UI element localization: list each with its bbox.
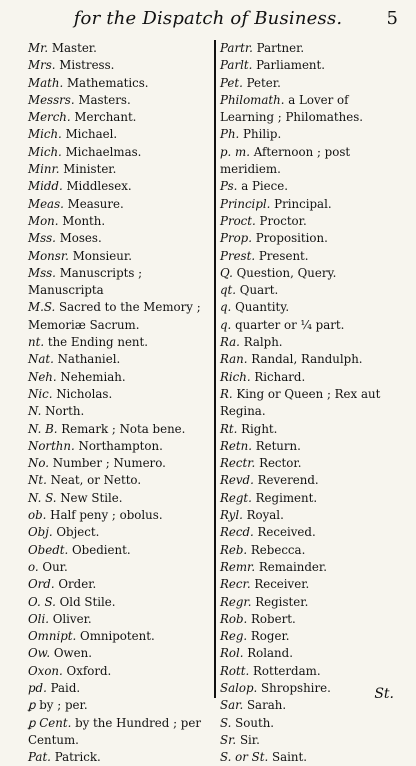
abbreviation-entry (28, 109, 212, 126)
abbreviation-term: Meas. (28, 196, 64, 211)
abbreviation-meaning: Quantity. (235, 300, 290, 315)
abbreviation-meaning: Northampton. (78, 438, 163, 453)
abbreviation-term: ꝑ Cent. (28, 715, 72, 730)
abbreviation-term: Ord. (28, 577, 55, 592)
abbreviation-entry (28, 611, 212, 628)
abbreviation-term: Reb. (220, 542, 248, 557)
running-title: for the Dispatch of Business. (73, 8, 343, 29)
abbreviation-meaning: Michael. (65, 127, 118, 142)
abbreviation-entry (28, 144, 212, 161)
abbreviation-entry (220, 75, 406, 92)
abbreviation-term: Nat. (28, 352, 54, 367)
abbreviation-term: Rich. (220, 369, 251, 384)
abbreviation-meaning: Monsieur. (72, 248, 132, 263)
abbreviation-term: Mich. (28, 127, 62, 142)
abbreviation-term: Mich. (28, 144, 62, 159)
abbreviation-term: Pat. (28, 750, 51, 765)
abbreviation-meaning: Parliament. (256, 58, 326, 73)
abbreviation-term: Prest. (220, 248, 256, 263)
abbreviation-term: O. S. (28, 594, 56, 609)
abbreviation-term: S. (220, 715, 232, 730)
abbreviation-entry (28, 126, 212, 143)
left-column (28, 40, 212, 766)
page-number: 5 (386, 8, 398, 29)
abbreviation-term: Omnipt. (28, 629, 77, 644)
abbreviation-term: N. B. (28, 421, 58, 436)
abbreviation-meaning: South. (235, 715, 275, 730)
abbreviation-meaning: Reverend. (257, 473, 319, 488)
abbreviation-term: Sar. (220, 698, 244, 713)
abbreviation-entry (220, 369, 406, 386)
abbreviation-entry (220, 92, 406, 127)
abbreviation-meaning: Manuscripts ; Manuscripta (28, 265, 143, 298)
abbreviation-term: Revd. (220, 473, 254, 488)
abbreviation-meaning: Rotterdam. (252, 663, 321, 678)
abbreviation-entry (28, 594, 212, 611)
abbreviation-term: p. m. (220, 144, 250, 159)
abbreviation-term: Partr. (220, 41, 253, 55)
abbreviation-term: Northn. (28, 438, 75, 453)
abbreviation-entry (220, 351, 406, 368)
abbreviation-entry (220, 317, 406, 334)
abbreviation-meaning: Order. (58, 577, 97, 592)
abbreviation-meaning: Royal. (246, 508, 284, 523)
abbreviation-meaning: Richard. (254, 369, 306, 384)
abbreviation-term: N. S. (28, 490, 57, 505)
abbreviation-term: Q. (220, 265, 233, 280)
abbreviation-entry (28, 542, 212, 559)
abbreviation-entry (220, 472, 406, 489)
abbreviation-meaning: Nathaniel. (57, 352, 121, 367)
abbreviation-meaning: the Ending nent. (47, 335, 149, 350)
abbreviation-meaning: Patrick. (54, 750, 101, 765)
abbreviation-meaning: Obedient. (72, 542, 131, 557)
abbreviation-term: nt. (28, 335, 45, 350)
abbreviation-term: Mss. (28, 231, 56, 246)
abbreviation-entry (220, 144, 406, 179)
abbreviation-entry (220, 455, 406, 472)
abbreviation-meaning: Shropshire. (261, 680, 331, 695)
abbreviation-meaning: Rebecca. (250, 542, 306, 557)
abbreviation-meaning: Month. (62, 213, 106, 228)
abbreviation-term: Nic. (28, 386, 53, 401)
abbreviation-meaning: Philip. (243, 127, 282, 142)
abbreviation-term: Sr. (220, 732, 237, 747)
abbreviation-meaning: Nehemiah. (60, 369, 126, 384)
abbreviation-meaning: Principal. (274, 196, 332, 211)
abbreviation-entry (28, 749, 212, 766)
abbreviation-entry (220, 576, 406, 593)
abbreviation-term: Oxon. (28, 663, 63, 678)
abbreviation-meaning: Return. (255, 438, 301, 453)
abbreviation-term: Minr. (28, 162, 60, 177)
abbreviation-term: Math. (28, 75, 64, 90)
abbreviation-term: pd. (28, 680, 47, 695)
abbreviation-entry (28, 490, 212, 507)
abbreviation-meaning: by ; per. (39, 698, 88, 713)
abbreviation-entry (28, 230, 212, 247)
abbreviation-term: Nt. (28, 473, 47, 488)
abbreviation-entry (28, 248, 212, 265)
abbreviation-meaning: Regiment. (255, 490, 318, 505)
abbreviation-meaning: Middlesex. (66, 179, 132, 194)
abbreviation-meaning: Owen. (53, 646, 92, 661)
abbreviation-meaning: Partner. (256, 41, 305, 55)
abbreviation-meaning: a Piece. (241, 179, 289, 194)
abbreviation-entry (220, 490, 406, 507)
abbreviation-meaning: Sarah. (246, 698, 287, 713)
abbreviation-entry (28, 213, 212, 230)
abbreviation-meaning: Minister. (63, 162, 117, 177)
abbreviation-term: Rt. (220, 421, 238, 436)
abbreviation-term: q. (220, 300, 232, 315)
abbreviation-term: qt. (220, 283, 237, 298)
catchword: St. (374, 686, 394, 702)
abbreviation-meaning: Proposition. (255, 231, 328, 246)
abbreviation-meaning: Half peny ; obolus. (50, 508, 163, 523)
abbreviation-term: ꝑ (28, 698, 36, 713)
abbreviation-meaning: Omnipotent. (80, 629, 155, 644)
abbreviation-term: M.S. (28, 300, 56, 315)
abbreviation-meaning: Moses. (59, 231, 102, 246)
abbreviation-entry (220, 611, 406, 628)
abbreviation-term: Recr. (220, 577, 251, 592)
abbreviation-entry (220, 299, 406, 316)
abbreviation-entry (220, 265, 406, 282)
abbreviation-term: Midd. (28, 179, 63, 194)
abbreviation-term: S. or St. (220, 750, 269, 765)
abbreviation-meaning: Receiver. (254, 577, 310, 592)
abbreviation-entry (28, 386, 212, 403)
abbreviation-meaning: Nicholas. (56, 386, 113, 401)
abbreviation-meaning: Remark ; Nota bene. (61, 421, 186, 436)
abbreviation-term: Ow. (28, 646, 51, 661)
abbreviation-entry (28, 75, 212, 92)
abbreviation-meaning: Sir. (239, 732, 260, 747)
abbreviation-meaning: quarter or ¼ part. (235, 317, 345, 332)
abbreviation-entry (220, 230, 406, 247)
abbreviation-meaning: Rector. (259, 456, 302, 471)
abbreviation-term: ob. (28, 508, 47, 523)
abbreviation-term: Retn. (220, 438, 252, 453)
abbreviation-entry (220, 749, 406, 766)
abbreviation-meaning: Robert. (251, 611, 296, 626)
abbreviation-term: Ps. (220, 179, 238, 194)
abbreviation-entry (220, 715, 406, 732)
abbreviation-meaning: Proctor. (259, 213, 307, 228)
abbreviation-entry (220, 663, 406, 680)
abbreviation-term: Principl. (220, 196, 271, 211)
abbreviation-entry (28, 403, 212, 420)
abbreviation-meaning: Peter. (246, 75, 281, 90)
abbreviation-entry (220, 645, 406, 662)
abbreviation-term: Rectr. (220, 456, 256, 471)
abbreviation-meaning: Masters. (78, 92, 131, 107)
abbreviation-entry (220, 282, 406, 299)
abbreviation-entry (220, 559, 406, 576)
abbreviation-meaning: a Lover of Learning ; Philomathes. (220, 92, 364, 125)
abbreviation-meaning: Quart. (239, 283, 279, 298)
abbreviation-entry (220, 421, 406, 438)
abbreviation-term: Regr. (220, 594, 252, 609)
abbreviation-meaning: King or Queen ; Rex aut Regina. (220, 386, 381, 419)
abbreviation-entry (220, 438, 406, 455)
abbreviation-term: Ryl. (220, 508, 243, 523)
abbreviation-term: Rol. (220, 646, 244, 661)
abbreviation-term: Philomath. (220, 92, 285, 107)
abbreviation-meaning: Old Stile. (59, 594, 116, 609)
abbreviation-term: Neh. (28, 369, 57, 384)
abbreviation-entry (220, 126, 406, 143)
abbreviation-meaning: Randal, Randulph. (251, 352, 363, 367)
abbreviation-entry (220, 524, 406, 541)
abbreviation-entry (28, 196, 212, 213)
abbreviation-entry (28, 576, 212, 593)
abbreviation-term: No. (28, 456, 49, 471)
abbreviation-entry (220, 628, 406, 645)
abbreviation-meaning: Received. (257, 525, 316, 540)
abbreviation-entry (220, 507, 406, 524)
abbreviation-entry (28, 369, 212, 386)
abbreviation-meaning: Neat, or Netto. (50, 473, 142, 488)
abbreviation-term: Messrs. (28, 92, 75, 107)
abbreviation-meaning: North. (45, 404, 85, 419)
abbreviation-meaning: Register. (255, 594, 309, 609)
abbreviation-term: Mrs. (28, 58, 56, 73)
abbreviation-term: Merch. (28, 110, 71, 125)
abbreviation-entry (220, 334, 406, 351)
abbreviation-entry (220, 386, 406, 421)
abbreviation-meaning: Roland. (247, 646, 293, 661)
abbreviation-meaning: Our. (42, 559, 68, 574)
abbreviation-term: N. (28, 404, 42, 419)
abbreviation-entry (28, 628, 212, 645)
abbreviation-meaning: Saint. (271, 750, 307, 765)
abbreviation-term: Mon. (28, 213, 59, 228)
abbreviation-entry (28, 680, 212, 697)
abbreviation-entry (28, 351, 212, 368)
abbreviation-entry (28, 507, 212, 524)
abbreviation-term: R. (220, 386, 233, 401)
abbreviation-entry (28, 663, 212, 680)
abbreviation-term: Mr. (28, 41, 49, 55)
abbreviation-meaning: Sacred to the Memory ; Memoriæ Sacrum. (28, 300, 201, 332)
abbreviation-entry (220, 213, 406, 230)
column-divider (214, 40, 216, 698)
abbreviation-entry (28, 455, 212, 472)
abbreviation-term: Monsr. (28, 248, 69, 263)
abbreviation-entry (28, 559, 212, 576)
abbreviation-term: Recd. (220, 525, 254, 540)
abbreviation-entry (28, 299, 212, 334)
abbreviation-entry (220, 40, 406, 57)
abbreviation-entry (28, 40, 212, 57)
abbreviation-term: Rob. (220, 611, 248, 626)
abbreviation-meaning: Paid. (50, 680, 81, 695)
abbreviation-meaning: Remainder. (258, 559, 327, 574)
abbreviation-entry (28, 472, 212, 489)
abbreviation-entry (220, 178, 406, 195)
abbreviation-entry (28, 697, 212, 714)
abbreviation-term: Oli. (28, 611, 49, 626)
abbreviation-meaning: Right. (241, 421, 278, 436)
abbreviation-term: o. (28, 559, 39, 574)
abbreviation-meaning: by the Hundred ; per Centum. (28, 715, 201, 747)
abbreviation-term: Obj. (28, 525, 53, 540)
right-column (220, 40, 406, 766)
abbreviation-entry (28, 524, 212, 541)
abbreviation-meaning: New Stile. (60, 490, 123, 505)
abbreviation-term: Proct. (220, 213, 256, 228)
abbreviation-entry (220, 542, 406, 559)
abbreviation-meaning: Oliver. (52, 611, 92, 626)
abbreviation-meaning: Master. (51, 41, 97, 55)
abbreviation-meaning: Mistress. (59, 58, 115, 73)
abbreviation-entry (28, 645, 212, 662)
running-head (0, 0, 416, 40)
abbreviation-meaning: Ralph. (243, 335, 283, 350)
abbreviation-term: Parlt. (220, 58, 253, 73)
abbreviation-meaning: Mathematics. (66, 75, 149, 90)
abbreviation-entry (28, 178, 212, 195)
abbreviation-entry (220, 732, 406, 749)
abbreviation-meaning: Michaelmas. (65, 144, 142, 159)
abbreviation-meaning: Present. (258, 248, 309, 263)
abbreviation-meaning: Merchant. (74, 110, 137, 125)
abbreviation-term: Salop. (220, 680, 258, 695)
abbreviation-meaning: Question, Query. (236, 265, 337, 280)
abbreviation-term: Ran. (220, 352, 248, 367)
abbreviation-entry (28, 57, 212, 74)
abbreviation-term: Reg. (220, 629, 248, 644)
abbreviation-meaning: Object. (56, 525, 100, 540)
abbreviation-term: Obedt. (28, 542, 69, 557)
abbreviation-term: Prop. (220, 231, 252, 246)
abbreviation-entry (220, 594, 406, 611)
abbreviation-entry (28, 161, 212, 178)
abbreviation-meaning: Measure. (67, 196, 124, 211)
abbreviation-term: Ph. (220, 127, 240, 142)
abbreviation-term: Remr. (220, 559, 256, 574)
abbreviation-term: q. (220, 317, 232, 332)
abbreviation-term: Pet. (220, 75, 243, 90)
abbreviation-entry (28, 715, 212, 750)
abbreviation-term: Rott. (220, 663, 250, 678)
abbreviation-entry (28, 421, 212, 438)
abbreviation-entry (28, 334, 212, 351)
abbreviation-entry (220, 196, 406, 213)
abbreviation-meaning: Oxford. (66, 663, 112, 678)
abbreviation-entry (28, 438, 212, 455)
abbreviation-entry (220, 57, 406, 74)
abbreviation-entry (28, 265, 212, 300)
abbreviation-term: Regt. (220, 490, 252, 505)
abbreviation-entry (220, 248, 406, 265)
abbreviation-term: Mss. (28, 265, 56, 280)
abbreviation-term: Ra. (220, 335, 240, 350)
abbreviation-meaning: Roger. (250, 629, 290, 644)
abbreviation-entry (28, 92, 212, 109)
abbreviation-meaning: Number ; Numero. (52, 456, 166, 471)
abbreviation-meaning: Afternoon ; post meridiem. (220, 144, 351, 177)
